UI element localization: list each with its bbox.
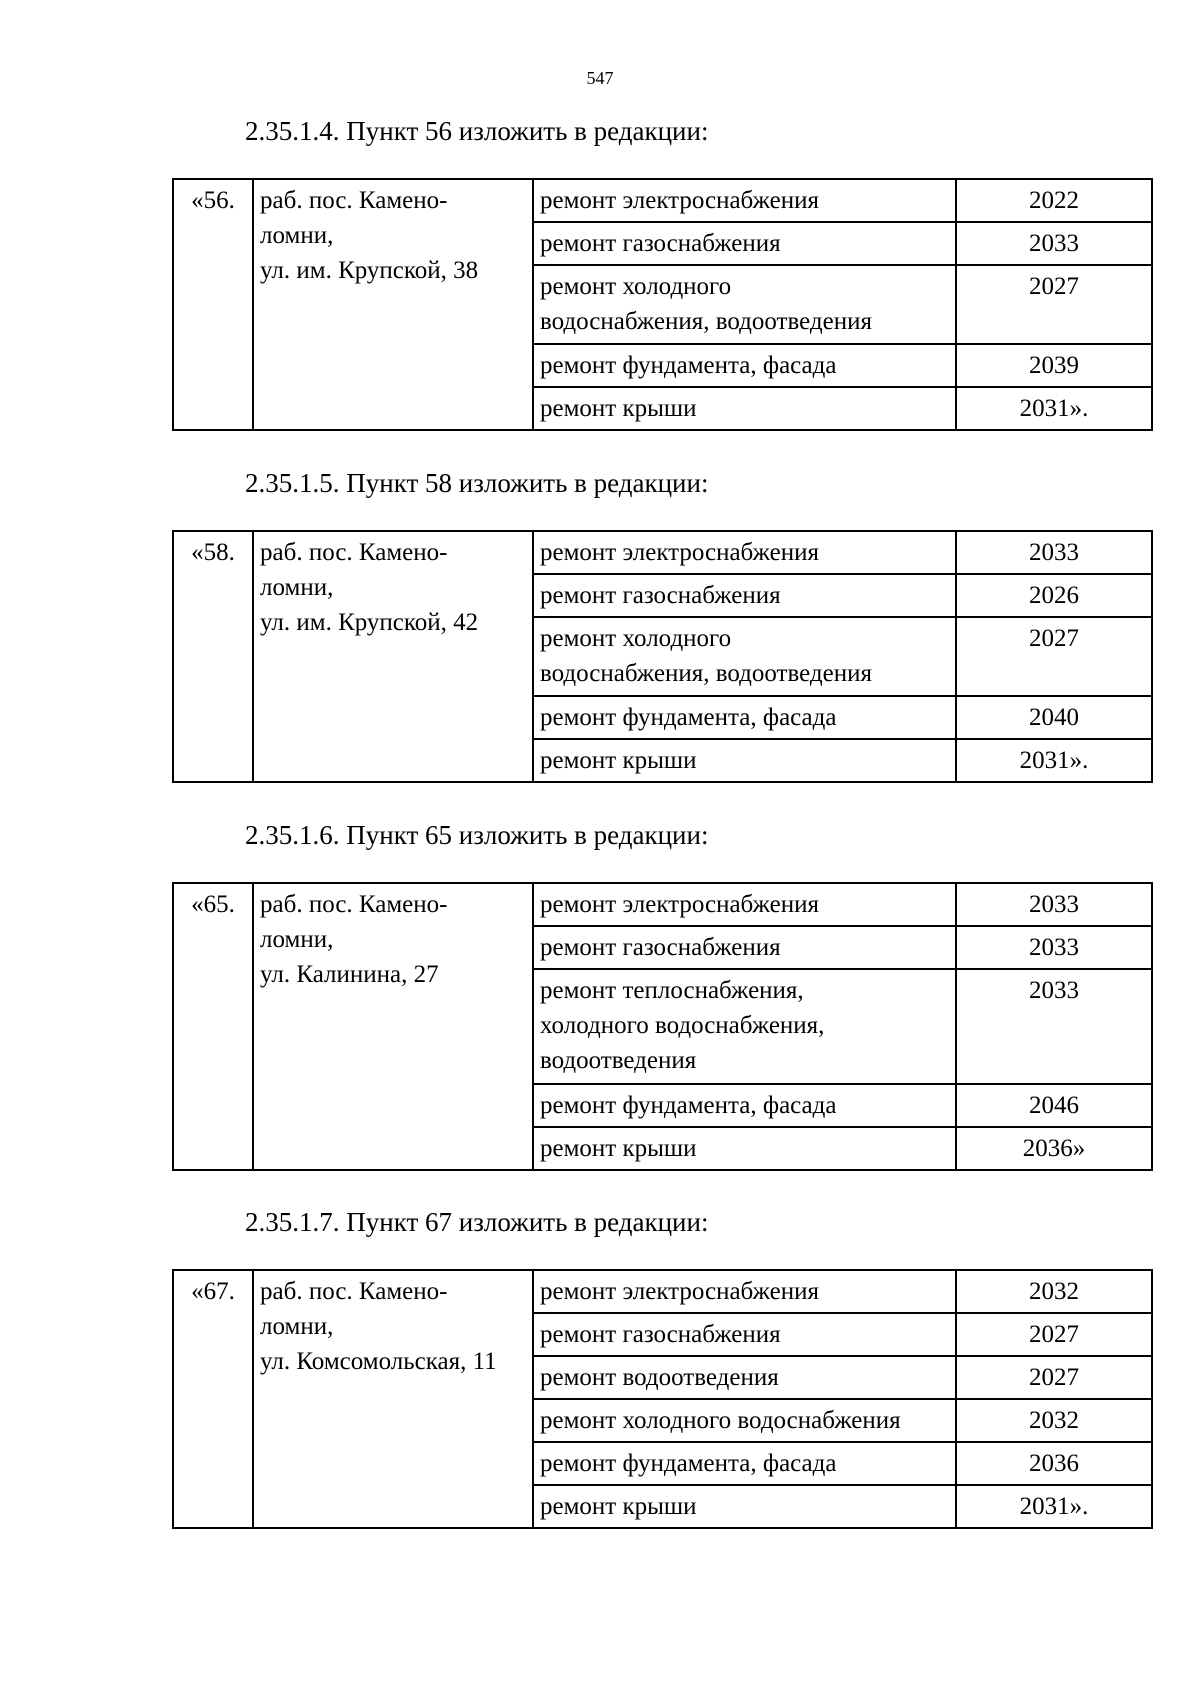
address-line: раб. пос. Камено- xyxy=(260,891,448,918)
work-line: холодного водоснабжения, xyxy=(540,1012,825,1039)
work-cell xyxy=(533,969,956,1084)
work-line: ремонт фундамента, фасада xyxy=(540,352,837,379)
year-cell: 2033 xyxy=(956,222,1152,265)
address-cell xyxy=(253,179,533,430)
address-line: раб. пос. Камено- xyxy=(260,1278,448,1305)
year-cell: 2027 xyxy=(956,265,1152,344)
work-line: водоснабжения, водоотведения xyxy=(540,660,872,687)
item-number: «65. xyxy=(173,883,253,1170)
work-line: ремонт холодного xyxy=(540,273,732,300)
year-cell: 2031». xyxy=(956,387,1152,430)
table-row xyxy=(173,179,1152,222)
year-cell: 2026 xyxy=(956,574,1152,617)
amendment-table xyxy=(172,1269,1153,1529)
work-line: ремонт крыши xyxy=(540,1135,697,1162)
year-cell: 2036» xyxy=(956,1127,1152,1170)
work-cell xyxy=(533,531,956,574)
section-heading: 2.35.1.7. Пункт 67 изложить в редакции: xyxy=(245,1207,709,1237)
address-line: ломни, xyxy=(260,1313,334,1340)
work-cell xyxy=(533,574,956,617)
item-number: «56. xyxy=(173,179,253,430)
year-cell: 2027 xyxy=(956,617,1152,696)
year-cell: 2032 xyxy=(956,1270,1152,1313)
work-line: ремонт водоотведения xyxy=(540,1364,779,1391)
work-cell xyxy=(533,1127,956,1170)
address-line: раб. пос. Камено- xyxy=(260,539,448,566)
amendment-table xyxy=(172,530,1153,783)
work-cell xyxy=(533,1313,956,1356)
year-cell: 2033 xyxy=(956,883,1152,926)
page-number: 547 xyxy=(586,68,614,88)
section-heading: 2.35.1.6. Пункт 65 изложить в редакции: xyxy=(245,820,709,850)
work-line: ремонт холодного водоснабжения xyxy=(540,1407,901,1434)
year-cell: 2027 xyxy=(956,1313,1152,1356)
work-line: ремонт газоснабжения xyxy=(540,1321,781,1348)
work-line: ремонт крыши xyxy=(540,747,697,774)
work-cell xyxy=(533,1485,956,1528)
table-row xyxy=(173,883,1152,926)
work-line: ремонт газоснабжения xyxy=(540,934,781,961)
address-line: ул. им. Крупской, 42 xyxy=(260,609,479,636)
work-line: водоотведения xyxy=(540,1047,697,1074)
year-cell: 2022 xyxy=(956,179,1152,222)
section-heading: 2.35.1.5. Пункт 58 изложить в редакции: xyxy=(245,468,709,498)
work-line: ремонт электроснабжения xyxy=(540,539,819,566)
year-cell: 2032 xyxy=(956,1399,1152,1442)
work-cell xyxy=(533,1270,956,1313)
work-cell xyxy=(533,387,956,430)
year-cell: 2046 xyxy=(956,1084,1152,1127)
year-cell: 2031». xyxy=(956,739,1152,782)
work-cell xyxy=(533,1084,956,1127)
year-cell: 2039 xyxy=(956,344,1152,387)
work-cell xyxy=(533,696,956,739)
year-cell: 2027 xyxy=(956,1356,1152,1399)
item-number: «67. xyxy=(173,1270,253,1528)
work-line: ремонт фундамента, фасада xyxy=(540,704,837,731)
work-line: водоснабжения, водоотведения xyxy=(540,308,872,335)
address-line: ломни, xyxy=(260,222,334,249)
year-cell: 2036 xyxy=(956,1442,1152,1485)
work-cell xyxy=(533,265,956,344)
work-line: ремонт крыши xyxy=(540,395,697,422)
work-line: ремонт холодного xyxy=(540,625,732,652)
work-line: ремонт газоснабжения xyxy=(540,582,781,609)
year-cell: 2033 xyxy=(956,969,1152,1084)
address-line: ул. Комсомольская, 11 xyxy=(260,1348,497,1375)
table-row xyxy=(173,1270,1152,1313)
address-line: ломни, xyxy=(260,574,334,601)
address-line: ул. им. Крупской, 38 xyxy=(260,257,479,284)
work-line: ремонт теплоснабжения, xyxy=(540,977,804,1004)
work-cell xyxy=(533,883,956,926)
work-cell xyxy=(533,222,956,265)
address-line: ул. Калинина, 27 xyxy=(260,961,439,988)
section-heading: 2.35.1.4. Пункт 56 изложить в редакции: xyxy=(245,116,709,146)
work-line: ремонт электроснабжения xyxy=(540,891,819,918)
work-line: ремонт фундамента, фасада xyxy=(540,1092,837,1119)
work-cell xyxy=(533,926,956,969)
work-cell xyxy=(533,1356,956,1399)
address-line: раб. пос. Камено- xyxy=(260,187,448,214)
address-cell xyxy=(253,883,533,1170)
year-cell: 2040 xyxy=(956,696,1152,739)
year-cell: 2031». xyxy=(956,1485,1152,1528)
work-line: ремонт фундамента, фасада xyxy=(540,1450,837,1477)
table-row xyxy=(173,531,1152,574)
year-cell: 2033 xyxy=(956,926,1152,969)
work-cell xyxy=(533,1442,956,1485)
work-line: ремонт газоснабжения xyxy=(540,230,781,257)
amendment-table xyxy=(172,882,1153,1171)
address-line: ломни, xyxy=(260,926,334,953)
work-cell xyxy=(533,179,956,222)
address-cell xyxy=(253,1270,533,1528)
work-cell xyxy=(533,1399,956,1442)
work-line: ремонт крыши xyxy=(540,1493,697,1520)
item-number: «58. xyxy=(173,531,253,782)
work-line: ремонт электроснабжения xyxy=(540,1278,819,1305)
work-line: ремонт электроснабжения xyxy=(540,187,819,214)
work-cell xyxy=(533,617,956,696)
year-cell: 2033 xyxy=(956,531,1152,574)
amendment-table xyxy=(172,178,1153,431)
work-cell xyxy=(533,344,956,387)
address-cell xyxy=(253,531,533,782)
work-cell xyxy=(533,739,956,782)
